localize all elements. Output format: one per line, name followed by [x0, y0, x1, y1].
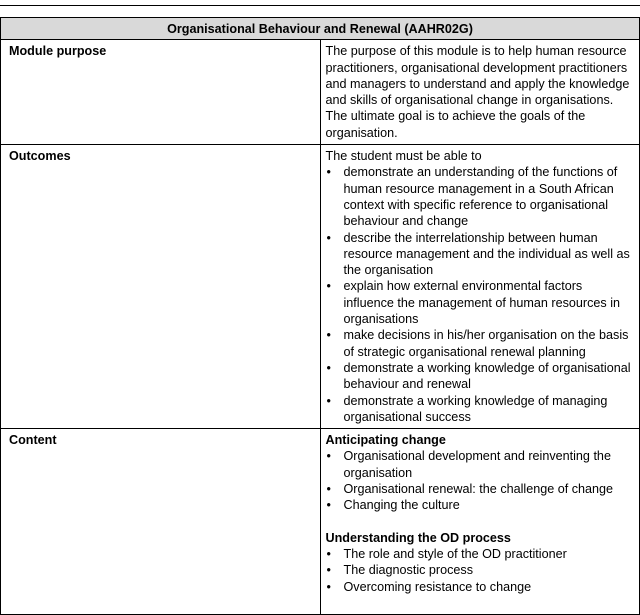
list-item: • The role and style of the OD practitioner: [326, 546, 635, 562]
purpose-text: The purpose of this module is to help human resource practitioners, organisational development practitioners and managers to understand and apply the knowledge and skills of organisational change in organisations. The ultimate goal is to achieve the goals of the organisation.: [320, 40, 640, 145]
list-item: • Changing the culture: [326, 497, 635, 513]
section-list: [326, 448, 635, 513]
list-item: • explain how external environmental factors influence the management of human resources in organisations: [326, 278, 635, 327]
module-table: [0, 17, 640, 615]
list-item: • describe the interrelationship between human resource management and the individual as well as the organisation: [326, 230, 635, 279]
content-cell: [320, 429, 640, 615]
section-heading: Understanding the OD process: [325, 530, 511, 545]
list-item: • Overcoming resistance to change: [326, 579, 635, 595]
outcomes-row: [1, 145, 640, 429]
section-spacer: [326, 595, 635, 611]
content-row: [1, 429, 640, 615]
outcomes-intro: The student must be able to: [325, 149, 482, 164]
list-item: • Organisational development and reinventing the organisation: [326, 448, 635, 481]
title-row: [1, 18, 640, 40]
section-spacer: [326, 514, 635, 530]
outcomes-label: Outcomes: [1, 145, 321, 429]
list-item: • demonstrate a working knowledge of managing organisational success: [326, 393, 635, 426]
list-item: • make decisions in his/her organisation on the basis of strategic organisational renewal planning: [326, 327, 635, 360]
list-item: • The diagnostic process: [326, 562, 635, 578]
list-item: • Organisational renewal: the challenge of change: [326, 481, 635, 497]
section-heading: Anticipating change: [325, 433, 446, 448]
list-item: • demonstrate an understanding of the functions of human resource management in a South African context with specific reference to organisational behaviour and change: [326, 164, 635, 229]
top-rule: [0, 0, 640, 6]
section-list: [326, 546, 635, 595]
outcomes-cell: [320, 145, 640, 429]
purpose-label: Module purpose: [1, 40, 321, 145]
content-label: Content: [1, 429, 321, 615]
purpose-row: [1, 40, 640, 145]
outcomes-list: [326, 164, 635, 425]
module-title: Organisational Behaviour and Renewal (AAHR02G): [1, 18, 640, 40]
list-item: • demonstrate a working knowledge of organisational behaviour and renewal: [326, 360, 635, 393]
